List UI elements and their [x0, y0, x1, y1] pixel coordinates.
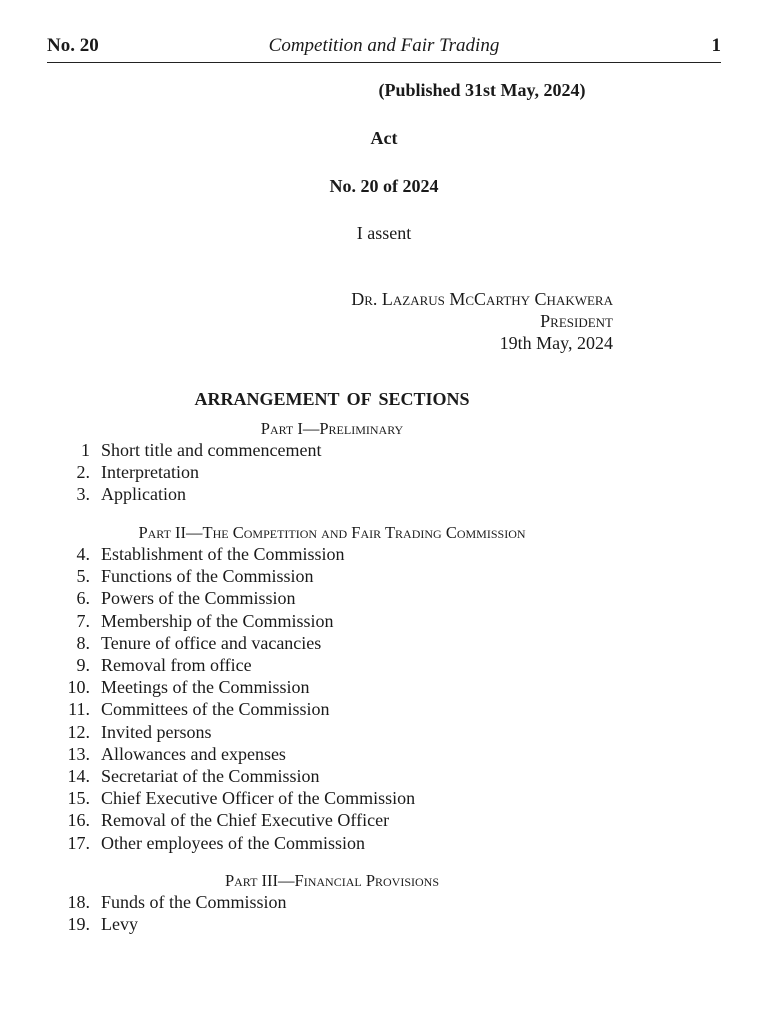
act-number: No. 20 of 2024 — [329, 176, 439, 196]
section-number-text: 4. — [76, 544, 90, 564]
signatory-name: Dr. Lazarus McCarthy Chakwera — [351, 289, 613, 309]
section-title: Secretariat of the Commission — [101, 766, 320, 786]
section-number-text: 19. — [67, 914, 90, 934]
section-title: Allowances and expenses — [101, 744, 286, 764]
header-act-title: Competition and Fair Trading — [268, 35, 500, 56]
section-title: Powers of the Commission — [101, 588, 296, 608]
part-heading: Part III—Financial Provisions — [224, 871, 440, 890]
section-number-text: 11. — [68, 699, 90, 719]
section-title: Removal of the Chief Executive Officer — [101, 810, 390, 830]
section-title: Establishment of the Commission — [101, 544, 345, 564]
section-number-text: 2. — [76, 462, 90, 482]
section-number-text: 14. — [67, 766, 90, 786]
section-title: Membership of the Commission — [101, 611, 334, 631]
section-number-text: 18. — [67, 892, 90, 912]
section-number-text: 15. — [67, 788, 90, 808]
section-title: Application — [101, 484, 186, 504]
section-title: Levy — [101, 914, 138, 934]
header-rule — [47, 62, 721, 63]
section-title: Committees of the Commission — [101, 699, 330, 719]
section-number-text: 1 — [81, 440, 90, 460]
section-title: Tenure of office and vacancies — [101, 633, 322, 653]
arrangement-title: ARRANGEMENT OF SECTIONS — [194, 389, 470, 409]
section-number-text: 9. — [76, 655, 90, 675]
section-number-text: 6. — [76, 588, 90, 608]
section-title: Short title and commencement — [101, 440, 322, 460]
section-title: Invited persons — [101, 722, 212, 742]
section-title: Functions of the Commission — [101, 566, 314, 586]
assent-date: 19th May, 2024 — [499, 333, 613, 353]
part-heading: Part II—The Competition and Fair Trading Commission — [138, 523, 526, 542]
assent-text: I assent — [356, 223, 412, 243]
section-title: Interpretation — [101, 462, 199, 482]
part-heading: Part I—Preliminary — [260, 419, 404, 438]
section-number-text: 13. — [67, 744, 90, 764]
publication-date: (Published 31st May, 2024) — [378, 80, 586, 100]
header-act-number: No. 20 — [47, 35, 99, 56]
page-number: 1 — [711, 35, 721, 56]
section-number-text: 7. — [76, 611, 90, 631]
section-number-text: 12. — [67, 722, 90, 742]
section-number-text: 17. — [67, 833, 90, 853]
section-number-text: 5. — [76, 566, 90, 586]
section-title: Chief Executive Officer of the Commission — [101, 788, 416, 808]
section-title: Meetings of the Commission — [101, 677, 310, 697]
section-title: Funds of the Commission — [101, 892, 287, 912]
section-number-text: 16. — [67, 810, 90, 830]
section-title: Other employees of the Commission — [101, 833, 365, 853]
section-title: Removal from office — [101, 655, 252, 675]
section-number-text: 3. — [76, 484, 90, 504]
act-label: Act — [370, 128, 398, 148]
signatory-title: President — [540, 311, 613, 331]
section-number-text: 10. — [67, 677, 90, 697]
section-number-text: 8. — [76, 633, 90, 653]
